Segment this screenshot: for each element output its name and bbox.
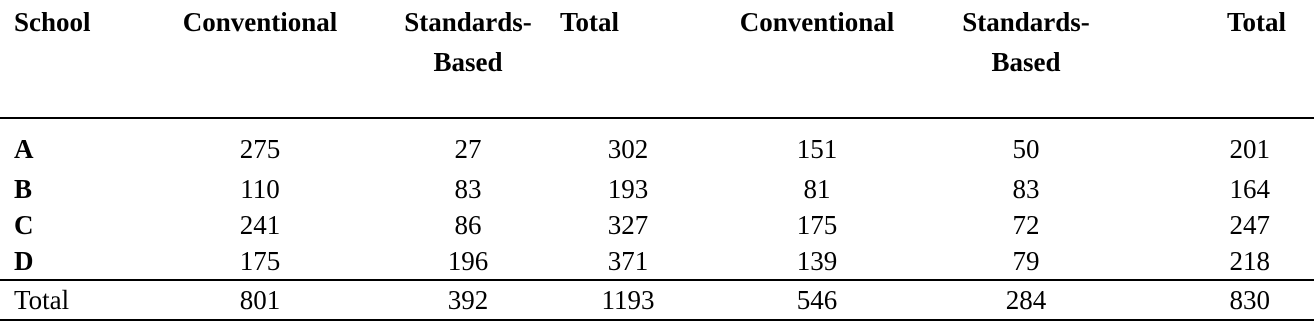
row-school-label: B: [14, 174, 33, 204]
table-cell: 110: [240, 174, 280, 204]
table-row: [0, 171, 1314, 207]
table-row: [0, 243, 1314, 280]
total-cell: 801: [140, 280, 380, 320]
table-cell: 371: [607, 246, 649, 276]
table-cell: 86: [454, 210, 482, 240]
row-school-label: C: [14, 210, 34, 240]
table-cell: 81: [803, 174, 831, 204]
table-cell: 175: [796, 210, 838, 240]
header-conventional-1: Conventional: [140, 0, 380, 118]
header-conventional-2: Conventional: [700, 0, 934, 118]
total-cell: 392: [380, 280, 556, 320]
table-cell: 83: [1012, 174, 1040, 204]
total-cell: 546: [700, 280, 934, 320]
header-standards-based-2: Standards- Based: [934, 0, 1118, 118]
row-school-label: D: [14, 246, 34, 276]
table-cell: 83: [454, 174, 482, 204]
table-cell: 164: [1229, 174, 1270, 204]
table-cell: 50: [1012, 134, 1040, 164]
table-cell: 196: [447, 246, 489, 276]
table-cell: 193: [607, 174, 649, 204]
table-cell: 247: [1229, 210, 1270, 240]
table-cell: 175: [239, 246, 281, 276]
row-school-label: A: [14, 134, 34, 164]
header-total-2: Total: [1118, 0, 1314, 118]
table-row: [0, 118, 1314, 171]
total-cell: 830: [1118, 280, 1314, 320]
table-cell: 201: [1229, 134, 1270, 164]
table-cell: 79: [1012, 246, 1040, 276]
table-cell: 72: [1012, 210, 1040, 240]
total-label: Total: [0, 280, 140, 320]
table-row: [0, 207, 1314, 243]
table-cell: 27: [454, 134, 482, 164]
total-cell: 1193: [556, 280, 700, 320]
total-cell: 284: [934, 280, 1118, 320]
table-cell: 302: [607, 134, 649, 164]
table-cell: 139: [796, 246, 838, 276]
table-cell: 218: [1229, 246, 1270, 276]
header-standards-based-1: Standards- Based: [380, 0, 556, 118]
table-cell: 327: [607, 210, 649, 240]
table-cell: 241: [239, 210, 281, 240]
total-row: [0, 280, 1314, 320]
header-total-1: Total: [556, 0, 700, 118]
header-school: School: [0, 0, 140, 118]
table-cell: 275: [239, 134, 281, 164]
table-cell: 151: [796, 134, 838, 164]
header-row: [0, 0, 1314, 118]
